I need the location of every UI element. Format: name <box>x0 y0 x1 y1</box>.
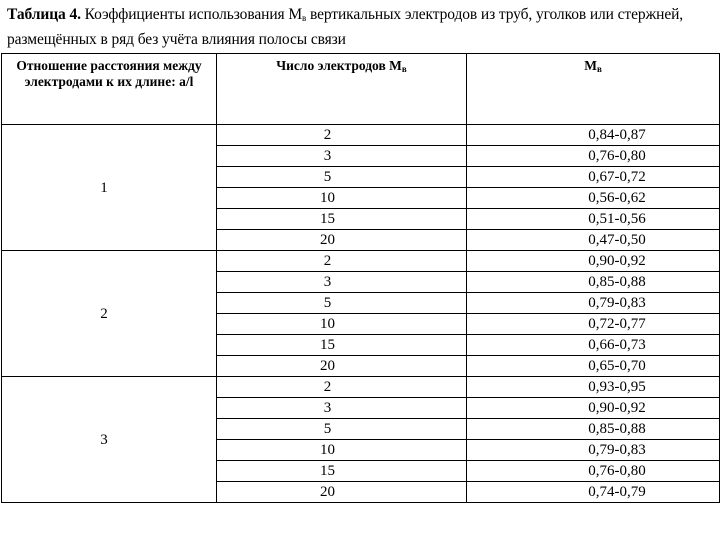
electrode-count-cell: 15 <box>217 461 467 482</box>
header-coef-subscript: в <box>596 64 602 74</box>
ratio-value: 2 <box>100 305 108 322</box>
caption-text-start: Коэффициенты использования М <box>80 6 303 23</box>
coefficient-cell: 0,74-0,79 <box>467 482 720 503</box>
electrode-count-cell: 5 <box>217 167 467 188</box>
table-body <box>2 125 720 503</box>
caption-subscript: в <box>302 13 307 23</box>
electrode-count-cell: 3 <box>217 398 467 419</box>
ratio-cell <box>2 125 217 251</box>
coefficient-cell: 0,90-0,92 <box>467 398 720 419</box>
caption-text-end: вертикальных электродов из труб, уголков или стержней, размещённых в ряд без учёта влияния полосы связи <box>7 6 684 48</box>
electrode-count-cell: 20 <box>217 482 467 503</box>
coefficient-cell: 0,47-0,50 <box>467 230 720 251</box>
electrode-count-cell: 2 <box>217 125 467 146</box>
coefficient-cell: 0,84-0,87 <box>467 125 720 146</box>
coefficient-cell: 0,67-0,72 <box>467 167 720 188</box>
electrode-count-cell: 10 <box>217 440 467 461</box>
header-count-text: Число электродов М <box>276 58 402 73</box>
coefficient-cell: 0,51-0,56 <box>467 209 720 230</box>
electrode-count-cell: 3 <box>217 272 467 293</box>
table-row <box>2 377 720 398</box>
ratio-value: 1 <box>100 179 108 196</box>
table-row <box>2 125 720 146</box>
header-coef-text: М <box>584 58 597 73</box>
electrode-count-cell: 20 <box>217 356 467 377</box>
header-electrode-count <box>217 54 467 125</box>
electrode-count-cell: 20 <box>217 230 467 251</box>
electrode-count-cell: 10 <box>217 188 467 209</box>
coefficient-cell: 0,85-0,88 <box>467 419 720 440</box>
table-caption <box>7 4 717 50</box>
coefficient-cell: 0,79-0,83 <box>467 293 720 314</box>
coefficient-cell: 0,85-0,88 <box>467 272 720 293</box>
coefficient-cell: 0,93-0,95 <box>467 377 720 398</box>
coefficient-cell: 0,79-0,83 <box>467 440 720 461</box>
header-ratio <box>2 54 217 125</box>
coefficient-cell: 0,76-0,80 <box>467 146 720 167</box>
caption-label: Таблица 4. <box>7 6 81 23</box>
coefficient-cell: 0,65-0,70 <box>467 356 720 377</box>
header-count-subscript: в <box>401 64 407 74</box>
coefficients-table <box>1 53 720 503</box>
ratio-value: 3 <box>100 431 108 448</box>
electrode-count-cell: 10 <box>217 314 467 335</box>
coefficient-cell: 0,56-0,62 <box>467 188 720 209</box>
electrode-count-cell: 5 <box>217 293 467 314</box>
electrode-count-cell: 2 <box>217 251 467 272</box>
electrode-count-cell: 3 <box>217 146 467 167</box>
electrode-count-cell: 15 <box>217 209 467 230</box>
coefficient-cell: 0,66-0,73 <box>467 335 720 356</box>
ratio-cell <box>2 251 217 377</box>
coefficient-cell: 0,72-0,77 <box>467 314 720 335</box>
electrode-count-cell: 2 <box>217 377 467 398</box>
table-row <box>2 251 720 272</box>
header-ratio-text: Отношение расстояния между электродами к их длине: a/l <box>16 58 202 89</box>
header-row <box>2 54 720 125</box>
header-coefficient <box>467 54 720 125</box>
coefficient-cell: 0,76-0,80 <box>467 461 720 482</box>
electrode-count-cell: 15 <box>217 335 467 356</box>
electrode-count-cell: 5 <box>217 419 467 440</box>
coefficient-cell: 0,90-0,92 <box>467 251 720 272</box>
ratio-cell <box>2 377 217 503</box>
